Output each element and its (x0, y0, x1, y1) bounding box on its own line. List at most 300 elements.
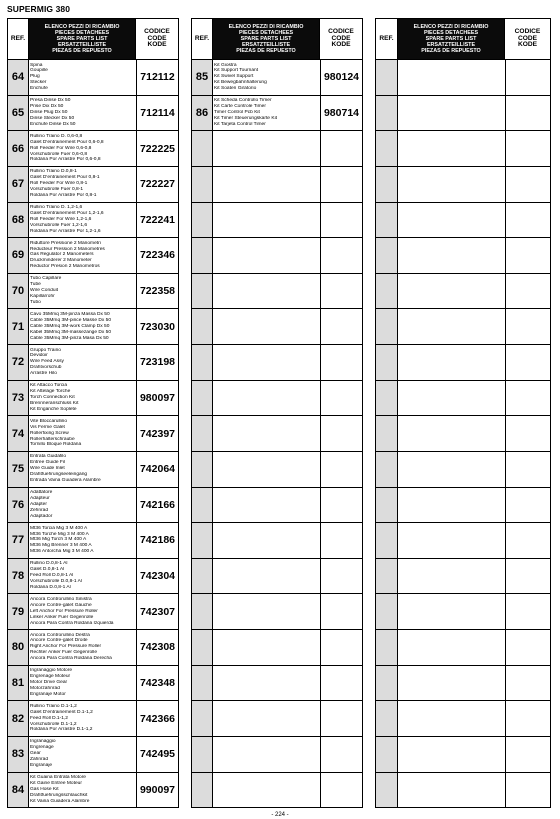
description-line: Motorzahnrad (30, 685, 60, 691)
table-row (192, 737, 362, 773)
description-line: Rullino Traino D.0,8-1 (30, 169, 77, 175)
ref-column-header: REF. (8, 19, 29, 59)
ref-cell (192, 167, 213, 202)
table-row (376, 167, 550, 203)
table-row (8, 594, 178, 630)
ref-cell (376, 559, 398, 594)
description-line: Entrada Vaina Guiadera Alambre (30, 478, 101, 484)
description-line: Torch Connection Kit (30, 394, 75, 400)
description-line: Wire Feed Assy (30, 359, 64, 365)
table-row (8, 559, 178, 595)
code-column-header: CODICE CODE KODE (328, 27, 354, 49)
code-cell: 742495 (139, 748, 176, 761)
description-cell (398, 203, 506, 238)
code-cell: 742186 (139, 534, 176, 547)
code-cell (321, 666, 362, 701)
description-cell (29, 594, 137, 629)
code-cell (321, 594, 362, 629)
table-row (376, 96, 550, 132)
ref-cell (376, 666, 398, 701)
code-cell: 742348 (139, 676, 176, 689)
ref-cell (192, 630, 213, 665)
description-line: Kit Soaten Giratorio (214, 86, 257, 92)
description-line: Druckminderer 2 Manometer (30, 258, 92, 264)
table-row (192, 131, 362, 167)
code-cell: 722227 (139, 178, 176, 191)
ref-cell (376, 488, 398, 523)
table-row (8, 96, 178, 132)
code-cell (506, 452, 550, 487)
code-cell: 980714 (323, 106, 360, 119)
code-cell: 742308 (139, 641, 176, 654)
description-line: Rullino Traino D.1-1,2 (30, 703, 77, 709)
description-cell (398, 666, 506, 701)
description-line: Engranaje Motor (30, 691, 66, 697)
code-column-header: CODICE CODE KODE (514, 27, 541, 49)
table-row (192, 203, 362, 239)
code-cell (321, 203, 362, 238)
description-column-header: ELENCO PEZZI DI RICAMBIO PIECES DETACHEES SPARE PARTS LIST ERSATZTEILLISTE PIEZAS DE REPUESTO (213, 19, 320, 59)
description-cell (213, 452, 321, 487)
table-header (376, 19, 550, 60)
table-row (192, 309, 362, 345)
table-row (8, 701, 178, 737)
description-cell (213, 60, 321, 95)
ref-cell (376, 274, 398, 309)
description-cell (213, 666, 321, 701)
code-cell (506, 96, 550, 131)
ref-cell (192, 523, 213, 558)
table-row (192, 488, 362, 524)
table-row (376, 60, 550, 96)
ref-cell (376, 701, 398, 736)
description-cell (213, 773, 321, 808)
description-cell (29, 452, 137, 487)
table-row (8, 666, 178, 702)
description-line: Riduttore Pressione 2 Manometri (30, 240, 101, 246)
description-line: Galet D'entrainement D.1-1,2 (30, 709, 93, 715)
parts-table-1 (7, 18, 179, 808)
description-cell (398, 630, 506, 665)
description-line: Kit Guaina Entrata Motore (30, 775, 87, 781)
code-cell (321, 452, 362, 487)
table-row (192, 773, 362, 808)
table-row (192, 594, 362, 630)
code-cell: 712112 (140, 71, 175, 84)
ref-cell (376, 131, 398, 166)
description-cell (398, 594, 506, 629)
code-cell (321, 488, 362, 523)
table-body (192, 60, 362, 807)
description-line: Reducteur Pression 2 Manometres (30, 246, 105, 252)
ref-cell: 74 (8, 416, 29, 451)
code-cell (506, 131, 550, 166)
description-line: Drahtfuehrungseeleingang (30, 472, 88, 478)
description-line: Mt36 Mig Brenner 3 M 400 A (30, 543, 92, 549)
ref-cell (192, 274, 213, 309)
table-row (376, 238, 550, 274)
code-cell (321, 167, 362, 202)
description-line: Kit Support Tournant (214, 68, 259, 74)
description-line: Brennneranschluss Kit (30, 400, 79, 406)
code-cell (321, 131, 362, 166)
table-row (8, 238, 178, 274)
description-cell (29, 559, 137, 594)
description-column-header: ELENCO PEZZI DI RICAMBIO PIECES DETACHEES SPARE PARTS LIST ERSATZTEILLISTE PIEZAS DE REPUESTO (29, 19, 136, 59)
code-cell (506, 488, 550, 523)
code-cell (321, 345, 362, 380)
description-line: Devidoir (30, 353, 48, 359)
description-line: Roll Feeder For Wire 0,6-0,8 (30, 145, 92, 151)
page-number: - 224 - (271, 812, 289, 818)
code-cell: 742304 (139, 570, 176, 583)
description-line: Roldana Por Arrastre Por 0,8-1 (30, 193, 97, 199)
description-line: Vite Bloccarullino (30, 418, 68, 424)
description-line: Adattatore (30, 490, 53, 496)
description-line: Kit Timer Steuerungskarte Kit (214, 115, 277, 121)
ref-cell: 83 (8, 737, 29, 772)
description-line: Engrenage Moteur (30, 674, 71, 680)
description-line: Ancore Contre-galet Droite (30, 638, 88, 644)
description-cell (29, 416, 137, 451)
ref-column-header: REF. (192, 19, 213, 59)
description-line: Rollerfixing Screw (30, 430, 69, 436)
description-line: Adapteur (30, 495, 50, 501)
table-row (8, 737, 178, 773)
description-cell (213, 238, 321, 273)
ref-cell (376, 381, 398, 416)
description-line: Ancora Para Contra Roldana Derecha (30, 656, 112, 662)
code-cell (506, 559, 550, 594)
description-line: Cable 35Mmq 3M-work Clamp Dx 50 (30, 323, 110, 329)
table-header (8, 19, 178, 60)
description-line: Rollerhalterschraube (30, 436, 75, 442)
description-cell (29, 488, 137, 523)
description-line: Rullino Traino D. 0,6-0,8 (30, 133, 83, 139)
description-line: Galet D.0,8-1 Al (30, 567, 65, 573)
description-line: Ancore Contre-galet Gauche (30, 602, 92, 608)
description-cell (398, 309, 506, 344)
description-line: Arrastre Hilo (30, 371, 57, 377)
table-row (192, 96, 362, 132)
table-row (192, 559, 362, 595)
ref-cell: 71 (8, 309, 29, 344)
description-cell (213, 488, 321, 523)
code-cell: 722346 (139, 249, 176, 262)
description-line: Vorschubrolle D.0,8-1 Al (30, 579, 82, 585)
page-title: SUPERMIG 380 (7, 4, 71, 14)
description-cell (213, 274, 321, 309)
description-cell (213, 416, 321, 451)
ref-cell: 76 (8, 488, 29, 523)
table-row (8, 488, 178, 524)
code-cell: 722358 (139, 285, 176, 298)
code-cell (506, 666, 550, 701)
table-row (192, 381, 362, 417)
ref-cell (192, 381, 213, 416)
code-cell (506, 203, 550, 238)
description-line: Ingranaggio Motore (30, 668, 73, 674)
description-cell (398, 523, 506, 558)
description-cell (213, 630, 321, 665)
table-row (8, 452, 178, 488)
table-row (8, 203, 178, 239)
ref-cell (376, 96, 398, 131)
description-line: Kabel 35Mmq 3M-massezange Dx 50 (30, 329, 112, 335)
table-body (376, 60, 550, 807)
description-cell (29, 60, 137, 95)
table-row (192, 345, 362, 381)
description-line: Prise Dix Dx 50 (30, 104, 64, 110)
ref-cell (376, 345, 398, 380)
description-cell (398, 96, 506, 131)
ref-cell (192, 416, 213, 451)
description-line: Reductor Presion 2 Manometros (30, 264, 100, 270)
description-line: Gear (30, 751, 41, 757)
ref-cell (192, 594, 213, 629)
table-row (376, 452, 550, 488)
description-cell (213, 523, 321, 558)
description-cell (29, 630, 137, 665)
table-row (8, 381, 178, 417)
ref-cell (192, 345, 213, 380)
description-cell (213, 96, 321, 131)
ref-cell: 72 (8, 345, 29, 380)
description-line: Zehnrad (30, 507, 49, 513)
description-cell (29, 309, 137, 344)
code-cell (321, 701, 362, 736)
description-line: Kit Bewegbahnhalterung (214, 80, 267, 86)
description-line: Drahtvorschub (30, 365, 62, 371)
description-line: Enchufe (30, 86, 48, 92)
code-cell (321, 238, 362, 273)
table-row (192, 238, 362, 274)
description-cell (213, 167, 321, 202)
code-cell: 722225 (139, 142, 176, 155)
description-line: Vorschubrolle D.1-1,2 (30, 721, 77, 727)
description-line: Roldana Por Arrastre D.1-1,2 (30, 727, 93, 733)
code-cell: 990097 (139, 783, 176, 796)
code-cell (321, 309, 362, 344)
description-line: Tubo Capillare (30, 276, 62, 282)
table-row (192, 666, 362, 702)
table-row (376, 416, 550, 452)
code-cell (321, 737, 362, 772)
description-line: Gas Regulator 2 Manometers (30, 252, 94, 258)
description-line: Spina (30, 62, 43, 68)
description-cell (213, 309, 321, 344)
description-line: Kit Gaine Entree Moteur (30, 780, 82, 786)
description-line: Vorschubrolle Fuer 0,8-1 (30, 187, 84, 193)
table-row (376, 381, 550, 417)
code-cell: 723030 (139, 320, 176, 333)
parts-table-2 (191, 18, 363, 808)
table-row (8, 773, 178, 808)
ref-cell (376, 452, 398, 487)
description-line: Ancora Controrullino Sinistra (30, 596, 92, 602)
table-row (192, 630, 362, 666)
description-cell (29, 773, 137, 808)
code-cell: 742307 (139, 605, 176, 618)
ref-cell: 78 (8, 559, 29, 594)
table-row (376, 203, 550, 239)
code-cell: 742366 (139, 712, 176, 725)
description-cell (29, 203, 137, 238)
description-cell (29, 737, 137, 772)
description-line: Kit Swivel Support (214, 74, 254, 80)
ref-cell (192, 452, 213, 487)
description-cell (398, 381, 506, 416)
code-cell (506, 523, 550, 558)
table-row (8, 523, 178, 559)
table-row (8, 630, 178, 666)
description-cell (398, 773, 506, 808)
description-line: Vorschubrolle Fuer 0,6-0,8 (30, 151, 88, 157)
ref-cell: 75 (8, 452, 29, 487)
description-line: Galet D'entrainement Pour 0,6-0,8 (30, 139, 104, 145)
description-line: Timer Control Pcb Kit (214, 109, 260, 115)
code-cell (506, 309, 550, 344)
description-line: Zahnrad (30, 757, 49, 763)
code-cell: 712114 (140, 106, 175, 119)
description-line: Cavo 35Mmq 3M-pinza Massa Dx 50 (30, 311, 110, 317)
description-line: Entree Guide Fil (30, 460, 65, 466)
description-line: Kit Carte Controle Timer (214, 104, 266, 110)
table-row (376, 666, 550, 702)
ref-cell: 81 (8, 666, 29, 701)
description-cell (398, 488, 506, 523)
code-cell (506, 416, 550, 451)
description-line: Dinse Plug Dx 50 (30, 109, 68, 115)
description-line: Roll Feeder For Wire 1,2-1,6 (30, 216, 92, 222)
description-cell (29, 238, 137, 273)
ref-cell (192, 737, 213, 772)
description-line: Roldana D.0,8-1 Al (30, 584, 71, 590)
description-cell (398, 131, 506, 166)
description-line: Drahtfuehrungsschlauchkit (30, 792, 88, 798)
code-cell (321, 559, 362, 594)
description-line: Vorschubrolle Fuer 1,2-1,6 (30, 222, 88, 228)
description-cell (398, 701, 506, 736)
description-line: Stecker (30, 80, 47, 86)
description-line: Gruppo Traino (30, 347, 61, 353)
code-cell (506, 238, 550, 273)
description-line: Kit Giostra (214, 62, 237, 68)
ref-cell: 77 (8, 523, 29, 558)
description-line: Mt36 Torcia Mig 3 M 400 A (30, 525, 88, 531)
ref-cell: 69 (8, 238, 29, 273)
code-cell (506, 274, 550, 309)
description-line: Engrenage (30, 745, 54, 751)
description-cell (213, 559, 321, 594)
description-column-header: ELENCO PEZZI DI RICAMBIO PIECES DETACHEES SPARE PARTS LIST ERSATZTEILLISTE PIEZAS DE REPUESTO (398, 19, 505, 59)
description-cell (29, 523, 137, 558)
description-cell (398, 416, 506, 451)
code-cell: 742397 (139, 427, 176, 440)
description-line: Presa Dinse Dx 50 (30, 98, 71, 104)
description-line: Wire Guide Inlet (30, 466, 65, 472)
table-row (192, 523, 362, 559)
ref-cell (376, 416, 398, 451)
table-row (376, 274, 550, 310)
ref-cell: 84 (8, 773, 29, 808)
table-row (8, 167, 178, 203)
description-line: Rullino D.0,8-1 Al (30, 561, 68, 567)
description-line: Linker Anker Fuer Gegenrolle (30, 614, 94, 620)
table-row (192, 452, 362, 488)
description-cell (29, 345, 137, 380)
table-row (192, 701, 362, 737)
ref-cell (376, 594, 398, 629)
description-cell (398, 737, 506, 772)
description-cell (213, 131, 321, 166)
table-row (8, 274, 178, 310)
ref-cell (376, 167, 398, 202)
ref-cell (376, 737, 398, 772)
table-row (192, 167, 362, 203)
description-line: Kit Tarjeta Control Timer (214, 121, 266, 127)
table-row (8, 131, 178, 167)
table-row (8, 345, 178, 381)
code-cell (321, 773, 362, 808)
ref-cell (192, 309, 213, 344)
code-cell (506, 773, 550, 808)
description-line: Kit Attelage Torche (30, 389, 71, 395)
ref-cell (376, 523, 398, 558)
ref-cell (192, 701, 213, 736)
description-line: Cable 35Mmq 3M-pinza Masa Dx 50 (30, 335, 109, 341)
description-line: Rullino Traino D. 1,2-1,6 (30, 205, 83, 211)
ref-cell: 73 (8, 381, 29, 416)
description-line: Kapillarrohr (30, 294, 55, 300)
ref-cell (376, 773, 398, 808)
code-cell: 742064 (139, 463, 176, 476)
description-cell (398, 559, 506, 594)
description-line: Galet D'entrainement Pour 1,2-1,6 (30, 210, 104, 216)
description-line: Entrata Guidafilo (30, 454, 67, 460)
code-cell (321, 416, 362, 451)
table-row (192, 60, 362, 96)
table-row (376, 701, 550, 737)
description-line: Wire Conduit (30, 288, 58, 294)
table-row (376, 594, 550, 630)
description-cell (398, 238, 506, 273)
description-line: Feed Roll D.0,8-1 Al (30, 573, 74, 579)
description-line: Enchufe Dinse Dx 50 (30, 121, 76, 127)
description-line: Mt36 Torche Mig 3 M 400 A (30, 531, 89, 537)
ref-cell: 66 (8, 131, 29, 166)
ref-cell (192, 203, 213, 238)
ref-cell (192, 238, 213, 273)
ref-cell: 79 (8, 594, 29, 629)
ref-cell: 67 (8, 167, 29, 202)
ref-cell: 80 (8, 630, 29, 665)
description-line: Rechter Anker Fuer Gegenrolle (30, 650, 98, 656)
code-cell (506, 701, 550, 736)
description-line: Plug (30, 74, 40, 80)
description-line: Ancora Controrullino Destra (30, 632, 90, 638)
code-cell (506, 594, 550, 629)
description-cell (398, 452, 506, 487)
description-cell (213, 381, 321, 416)
description-line: Tube (30, 282, 41, 288)
code-cell (506, 630, 550, 665)
ref-cell (192, 773, 213, 808)
table-row (8, 60, 178, 96)
table-row (192, 416, 362, 452)
description-line: Dinse Stecker Dx 50 (30, 115, 75, 121)
ref-cell (376, 630, 398, 665)
